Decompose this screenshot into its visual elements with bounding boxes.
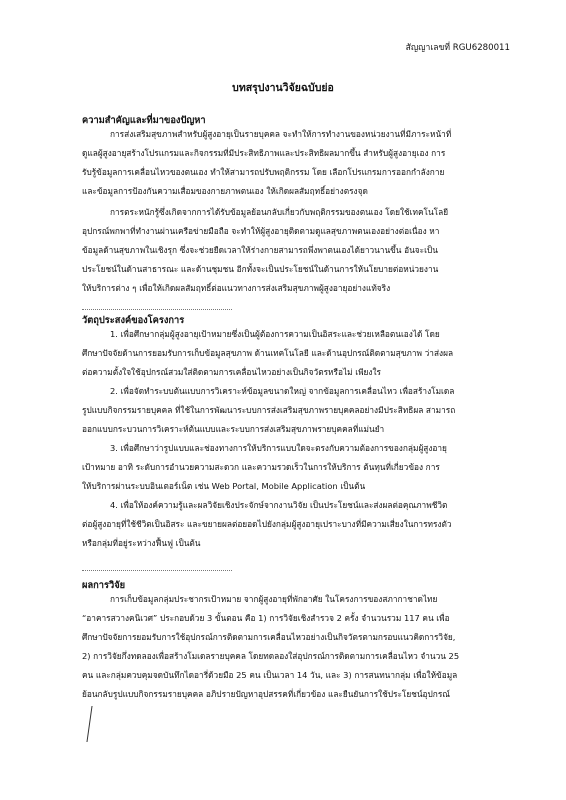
text-line: ให้บริการต่าง ๆ เพื่อให้เกิดผลสัมฤทธิ์ต่อแนวทางการส่งเสริมสุขภาพผู้สูงอายุอย่างแท้จริง	[82, 283, 391, 293]
document-title: บทสรุปงานวิจัยฉบับย่อ	[232, 82, 334, 94]
text-line: ต่อผู้สูงอายุที่ใช้ชีวิตเป็นอิสระ และขยายผลต่อยอดไปยังกลุ่มผู้สูงอายุเปราะบางที่มีความเสี่ยงในการทรงตัว	[82, 519, 452, 529]
text-line: เป้าหมาย อาทิ ระดับการอำนวยความสะดวก และความรวดเร็วในการให้บริการ ต้นทุนที่เกี่ยวข้อง การ	[82, 462, 440, 472]
text-line: หรือกลุ่มที่อยู่ระหว่างฟื้นฟู เป็นต้น	[82, 538, 201, 548]
text-line: 4. เพื่อให้องค์ความรู้และผลวิจัยเชิงประจักษ์จากงานวิจัย เป็นประโยชน์และส่งผลต่อคุณภาพชีวิต	[110, 500, 448, 510]
section-heading-objectives: วัตถุประสงค์ของโครงการ	[82, 315, 185, 326]
divider	[82, 309, 232, 310]
text-line: “อาคารสวางคนิเวศ” ประกอบด้วย 3 ขั้นตอน คือ 1) การวิจัยเชิงสำรวจ 2 ครั้ง จำนวนรวม 117 คน เพื่อ	[82, 613, 450, 623]
paragraph	[82, 382, 502, 439]
text-line: ดูแลผู้สูงอายุสร้างโปรแกรมและกิจกรรมที่มีประสิทธิภาพและประสิทธิผลมากขึ้น สำหรับผู้สูงอายุเอง การ	[82, 148, 446, 158]
contract-number: สัญญาเลขที่ RGU6280011	[405, 43, 510, 53]
paragraph	[82, 125, 502, 201]
paragraph	[82, 203, 502, 298]
text-line: 3. เพื่อศึกษาว่ารูปแบบและช่องทางการให้บริการแบบใดจะตรงกับความต้องการของกลุ่มผู้สูงอายุ	[110, 443, 447, 453]
section-heading-background: ความสำคัญและที่มาของปัญหา	[82, 115, 206, 126]
text-line: รูปแบบกิจกรรมรายบุคคล ที่ใช้ในการพัฒนาระบบการส่งเสริมสุขภาพรายบุคคลอย่างมีประสิทธิผล สามารถ	[82, 405, 456, 415]
divider	[82, 570, 232, 571]
text-line: ออกแบบกระบวนการวิเคราะห์ต้นแบบและระบบการส่งเสริมสุขภาพรายบุคคลที่แม่นยำ	[82, 424, 385, 434]
text-line: ต่อความตั้งใจใช้อุปกรณ์สวมใส่ติดตามการเคลื่อนไหวอย่างเป็นกิจวัตรหรือไม่ เพียงใร	[82, 367, 381, 377]
text-line: รับรู้ข้อมูลการเคลื่อนไหวของตนเอง ทำให้สามารถปรับพฤติกรรม โดย เลือกโปรแกรมการออกกำลังกาย	[82, 167, 445, 177]
text-line: 1. เพื่อศึกษากลุ่มผู้สูงอายุเป้าหมายซึ่งเป็นผู้ต้องการความเป็นอิสระและช่วยเหลือตนเองได้ โดย	[110, 329, 440, 339]
text-line: 2) การวิจัยกึ่งทดลองเพื่อสร้างโมเดลรายบุคคล โดยทดลองใส่อุปกรณ์การติดตามการเคลื่อนไหว จำนวน 25	[82, 651, 460, 661]
text-line: การเก็บข้อมูลกลุ่มประชากรเป้าหมาย จากผู้สูงอายุที่พักอาศัย ในโครงการของสภากาชาดไทย	[110, 594, 438, 604]
text-line: และข้อมูลการป้องกันความเสื่อมของกายภาพตนเอง ให้เกิดผลสัมฤทธิ์อย่างตรงจุด	[82, 186, 368, 196]
text-line: อุปกรณ์พกพาที่ทำงานผ่านเครือข่ายมือถือ จะทำให้ผู้สูงอายุติดตามดูแลสุขภาพตนเองอย่างต่อเนื่อง หา	[82, 226, 440, 236]
section-heading-results: ผลการวิจัย	[82, 580, 126, 591]
text-line: ให้บริการผ่านระบบอินเตอร์เน็ต เช่น Web Portal, Mobile Application เป็นต้น	[82, 481, 366, 491]
paragraph	[82, 496, 502, 553]
text-line: ประโยชน์ในด้านสาธารณะ และด้านชุมชน อีกทั้งจะเป็นประโยชน์ในด้านการให้นโยบายต่อหน่วยงาน	[82, 264, 439, 274]
text-line: ศึกษาปัจจัยด้านการยอมรับการเก็บข้อมูลสุขภาพ ด้านเทคโนโลยี และด้านอุปกรณ์ติดตามสุขภาพ ว่าส่งผล	[82, 348, 454, 358]
text-line: ย้อนกลับรูปแบบกิจกรรมรายบุคคล อภิปรายปัญหาอุปสรรคที่เกี่ยวข้อง และยืนยันการใช้ประโยชน์อุปกรณ์	[82, 689, 450, 699]
paragraph	[82, 590, 502, 704]
text-line: ศึกษาปัจจัยการยอมรับการใช้อุปกรณ์การติดตามการเคลื่อนไหวอย่างเป็นกิจวัตรตามกรอบแนวคิดการวิจัย,	[82, 632, 456, 642]
text-line: การตระหนักรู้ซึ่งเกิดจากการได้รับข้อมูลย้อนกลับเกี่ยวกับพฤติกรรมของตนเอง โดยใช้เทคโนโลยี	[110, 207, 449, 217]
paragraph	[82, 325, 502, 382]
text-line: การส่งเสริมสุขภาพสำหรับผู้สูงอายุเป็นรายบุคคล จะทำให้การทำงานของหน่วยงานที่มีภาระหน้าที่	[110, 129, 452, 139]
text-line: 2. เพื่อจัดทำระบบต้นแบบการวิเคราะห์ข้อมูลขนาดใหญ่ จากข้อมูลการเคลื่อนไหว เพื่อสร้างโมเดล	[110, 386, 455, 396]
text-line: ข้อมูลด้านสุขภาพในเชิงรุก ซึ่งจะช่วยยืดเวลาให้ร่างกายสามารถพึ่งพาตนเองได้ยาวนานขึ้น อันจะเป็น	[82, 245, 438, 255]
paragraph	[82, 439, 502, 496]
text-line: คน และกลุ่มควบคุมจดบันทึกไดอารี่ด้วยมือ 25 คน เป็นเวลา 14 วัน, และ 3) การสนทนากลุ่ม เพื่อให้ข้อมูล	[82, 670, 458, 680]
pen-mark	[86, 706, 102, 742]
